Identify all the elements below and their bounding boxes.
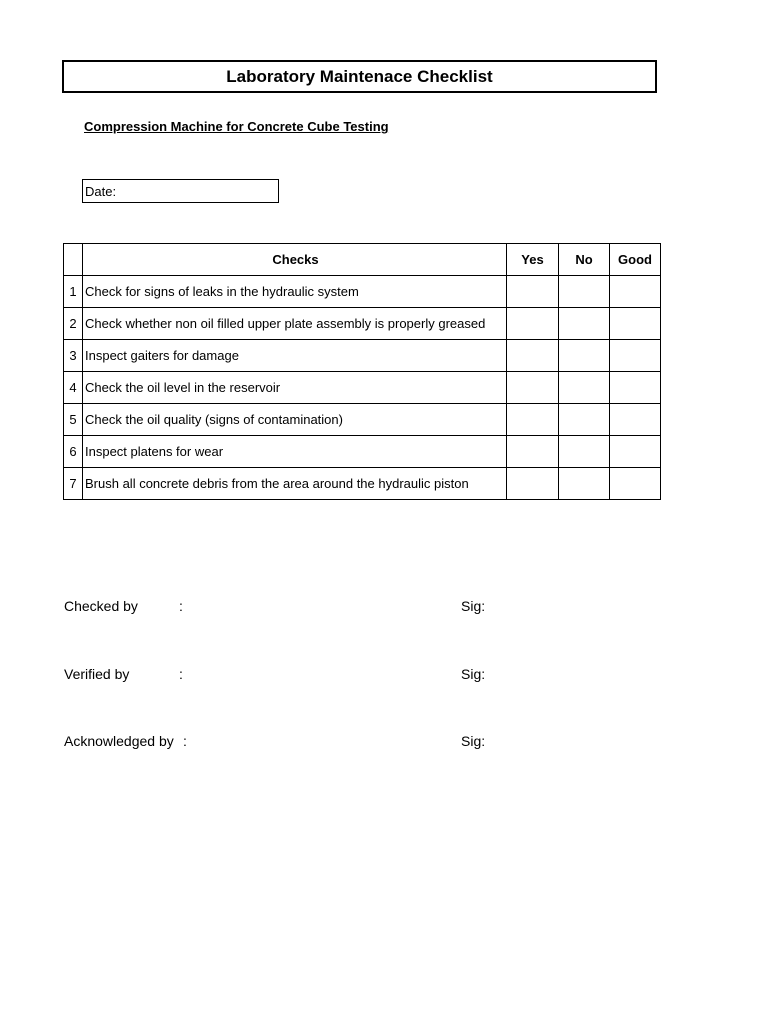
good-cell[interactable] [610, 468, 661, 500]
row-number: 4 [64, 372, 83, 404]
page-title: Laboratory Maintenace Checklist [226, 66, 493, 86]
row-check-text: Inspect gaiters for damage [83, 340, 507, 372]
good-cell[interactable] [610, 436, 661, 468]
row-check-text: Check whether non oil filled upper plate assembly is properly greased [83, 308, 507, 340]
table-row [64, 372, 661, 404]
table-row [64, 404, 661, 436]
good-cell[interactable] [610, 276, 661, 308]
date-label: Date: [85, 184, 117, 199]
good-cell[interactable] [610, 308, 661, 340]
row-check-text: Brush all concrete debris from the area around the hydraulic piston [83, 468, 507, 500]
no-cell[interactable] [559, 468, 610, 500]
signoff-label: Checked by [64, 598, 138, 614]
row-number: 3 [64, 340, 83, 372]
yes-cell[interactable] [507, 276, 559, 308]
yes-cell[interactable] [507, 436, 559, 468]
yes-cell[interactable] [507, 308, 559, 340]
signoff-colon: : [183, 733, 187, 749]
header-no: No [559, 244, 610, 276]
row-check-text: Check for signs of leaks in the hydraulic system [83, 276, 507, 308]
signoff-colon: : [179, 598, 183, 614]
good-cell[interactable] [610, 404, 661, 436]
no-cell[interactable] [559, 340, 610, 372]
signoff-colon: : [179, 666, 183, 682]
no-cell[interactable] [559, 372, 610, 404]
row-number: 7 [64, 468, 83, 500]
signature-label: Sig: [461, 733, 486, 749]
row-number: 2 [64, 308, 83, 340]
good-cell[interactable] [610, 372, 661, 404]
header-yes: Yes [507, 244, 559, 276]
table-row [64, 340, 661, 372]
header-good: Good [610, 244, 661, 276]
header-checks: Checks [83, 244, 507, 276]
no-cell[interactable] [559, 436, 610, 468]
no-cell[interactable] [559, 404, 610, 436]
no-cell[interactable] [559, 308, 610, 340]
header-num [64, 244, 83, 276]
yes-cell[interactable] [507, 468, 559, 500]
no-cell[interactable] [559, 276, 610, 308]
table-row [64, 276, 661, 308]
signature-label: Sig: [461, 666, 486, 682]
row-number: 1 [64, 276, 83, 308]
signoff-label: Verified by [64, 666, 130, 682]
subtitle: Compression Machine for Concrete Cube Testing [84, 119, 389, 134]
yes-cell[interactable] [507, 372, 559, 404]
yes-cell[interactable] [507, 340, 559, 372]
table-header-row [64, 244, 661, 276]
row-check-text: Inspect platens for wear [83, 436, 507, 468]
table-row [64, 308, 661, 340]
checklist-table [63, 243, 661, 500]
signoff-label: Acknowledged by [64, 733, 174, 749]
signoff-checked-by [64, 598, 544, 618]
signoff-verified-by [64, 666, 544, 686]
table-row [64, 468, 661, 500]
row-number: 6 [64, 436, 83, 468]
signoff-acknowledged-by [64, 733, 544, 753]
yes-cell[interactable] [507, 404, 559, 436]
table-row [64, 436, 661, 468]
row-check-text: Check the oil quality (signs of contamination) [83, 404, 507, 436]
row-number: 5 [64, 404, 83, 436]
title-box [62, 60, 657, 93]
date-field[interactable] [82, 179, 279, 203]
row-check-text: Check the oil level in the reservoir [83, 372, 507, 404]
signature-label: Sig: [461, 598, 486, 614]
good-cell[interactable] [610, 340, 661, 372]
